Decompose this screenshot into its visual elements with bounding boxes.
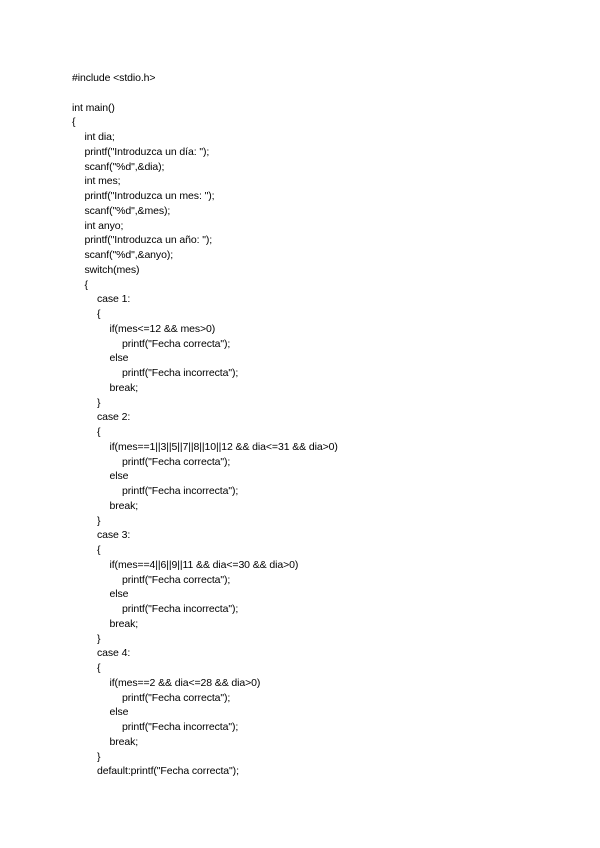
code-line: else [109,706,129,719]
code-line: case 4: [97,647,131,660]
code-line: } [97,750,101,763]
code-line: else [109,470,129,483]
code-line: printf("Introduzca un año: "); [84,234,213,247]
code-line: printf("Fecha correcta"); [122,691,231,704]
code-line: { [84,278,88,291]
code-line: break; [109,617,139,630]
code-line: printf("Introduzca un día: "); [84,145,210,158]
code-line: default:printf("Fecha correcta"); [97,765,239,778]
code-line: if(mes==1||3||5||7||8||10||12 && dia<=31 && dia>0) [109,440,338,453]
code-line: printf("Fecha correcta"); [122,573,231,586]
code-line: else [109,352,129,365]
code-line: } [97,514,101,527]
code-line: case 1: [97,293,131,306]
code-line: { [97,544,101,556]
code-line: printf("Fecha incorrecta"); [122,721,239,733]
code-line: printf("Fecha incorrecta"); [122,485,239,497]
code-line: #include <stdio.h> [72,72,156,84]
code-line: int anyo; [84,219,124,232]
code-line: { [72,116,76,129]
code-line: case 3: [97,529,131,542]
code-line: scanf("%d",&mes); [84,204,171,217]
code-line: printf("Introduzca un mes: "); [84,190,215,202]
code-line: printf("Fecha incorrecta"); [122,603,239,615]
code-line: int main() [72,101,115,114]
code-line: } [97,632,101,645]
code-line: break; [109,499,139,512]
code-line: } [97,396,101,409]
code-line: scanf("%d",&dia); [84,160,165,173]
code-line: printf("Fecha correcta"); [122,337,231,350]
code-line: break; [109,381,139,394]
code-line: if(mes==2 && dia<=28 && dia>0) [109,676,261,689]
code-line: { [97,426,101,438]
code-line: if(mes<=12 && mes>0) [109,322,216,335]
code-line: switch(mes) [84,263,140,276]
code-line: int mes; [84,175,121,188]
code-line: { [97,308,101,320]
code-line: printf("Fecha incorrecta"); [122,367,239,379]
code-line: scanf("%d",&anyo); [84,249,174,261]
code-line: if(mes==4||6||9||11 && dia<=30 && dia>0) [109,558,299,571]
code-line: case 2: [97,411,131,424]
code-line: break; [109,735,139,748]
code-line: int dia; [84,131,115,143]
code-line: else [109,588,129,601]
code-listing [72,71,592,779]
code-line [72,86,592,101]
code-line: printf("Fecha correcta"); [122,455,231,468]
code-line: { [97,662,101,674]
